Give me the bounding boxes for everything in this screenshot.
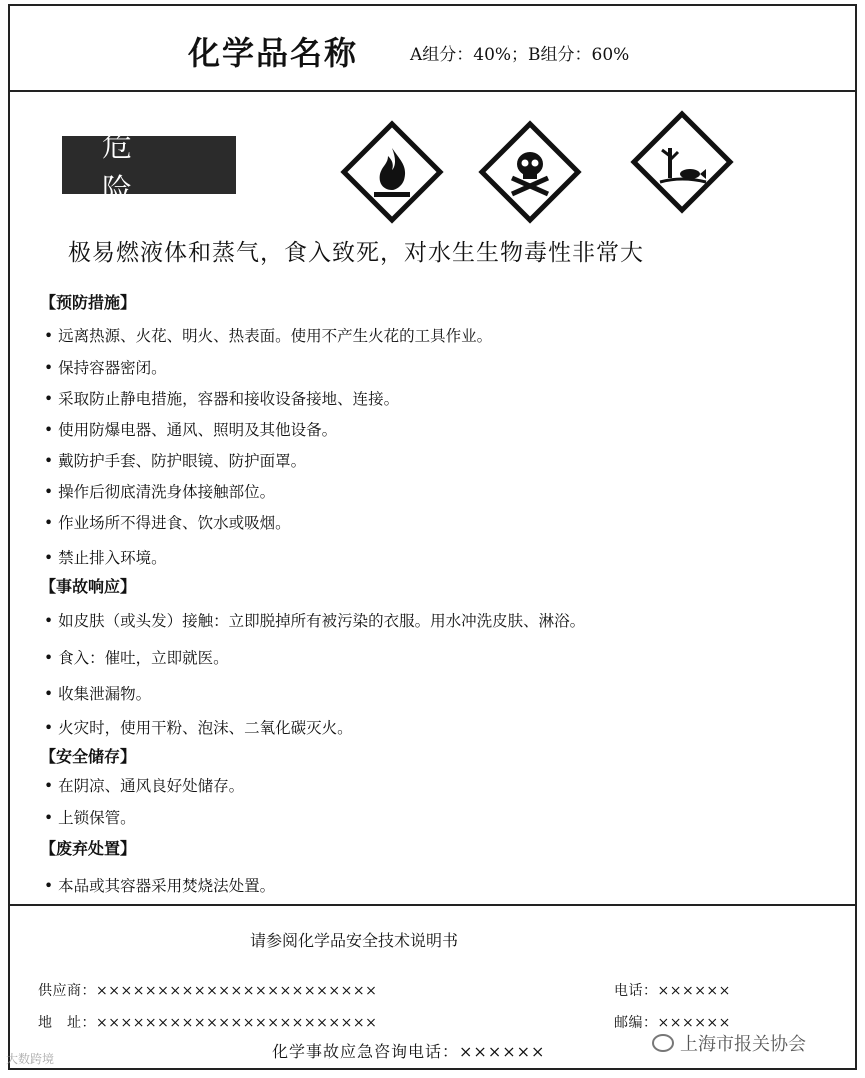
watermark-left: 大数跨境: [6, 1052, 55, 1066]
chemical-label: [8, 4, 857, 1070]
section-disposal-title: 【废弃处置】: [40, 839, 137, 858]
flame-icon: [340, 120, 444, 224]
environment-icon: [630, 110, 734, 214]
prevention-item: • 使用防爆电器、通风、照明及其他设备。: [44, 418, 337, 440]
composition: A组分：40%；B组分：60%: [410, 45, 630, 65]
label-header: [10, 6, 855, 92]
storage-item: • 上锁保管。: [44, 806, 136, 828]
postcode-line: 邮编：××××××: [614, 1015, 731, 1031]
prevention-item: • 操作后彻底清洗身体接触部位。: [44, 480, 275, 502]
response-item: • 食入：催吐，立即就医。: [44, 646, 229, 668]
prevention-item: • 远离热源、火花、明火、热表面。使用不产生火花的工具作业。: [44, 324, 492, 346]
emergency-phone: 化学事故应急咨询电话：××××××: [272, 1042, 546, 1061]
watermark-right-text: 上海市报关协会: [680, 1034, 806, 1055]
supplier-line: 供应商：×××××××××××××××××××××××: [38, 983, 378, 999]
product-name: 化学品名称: [188, 34, 359, 72]
response-item: • 火灾时，使用干粉、泡沫、二氧化碳灭火。: [44, 716, 353, 738]
skull-crossbones-icon: [478, 120, 582, 224]
response-item: • 收集泄漏物。: [44, 682, 151, 704]
section-prevention-title: 【预防措施】: [40, 293, 137, 312]
disposal-item: • 本品或其容器采用焚烧法处置。: [44, 874, 275, 896]
wechat-icon: [652, 1034, 674, 1052]
section-response-title: 【事故响应】: [40, 577, 137, 596]
hazard-statement: 极易燃液体和蒸气，食入致死，对水生生物毒性非常大: [68, 240, 644, 266]
storage-item: • 在阴凉、通风良好处储存。: [44, 774, 244, 796]
address-line: 地 址：×××××××××××××××××××××××: [38, 1015, 378, 1031]
section-storage-title: 【安全储存】: [40, 747, 137, 766]
signal-word: 危 险: [62, 136, 236, 194]
prevention-item: • 保持容器密闭。: [44, 356, 167, 378]
sds-reference: 请参阅化学品安全技术说明书: [250, 931, 459, 950]
watermark-right: [652, 1030, 806, 1056]
prevention-item: • 戴防护手套、防护眼镜、防护面罩。: [44, 449, 306, 471]
prevention-item: • 作业场所不得进食、饮水或吸烟。: [44, 511, 291, 533]
prevention-item: • 采取防止静电措施，容器和接收设备接地、连接。: [44, 387, 399, 409]
prevention-item: • 禁止排入环境。: [44, 546, 167, 568]
phone-line: 电话：××××××: [614, 983, 731, 999]
response-item: • 如皮肤（或头发）接触：立即脱掉所有被污染的衣服。用水冲洗皮肤、淋浴。: [44, 609, 585, 631]
